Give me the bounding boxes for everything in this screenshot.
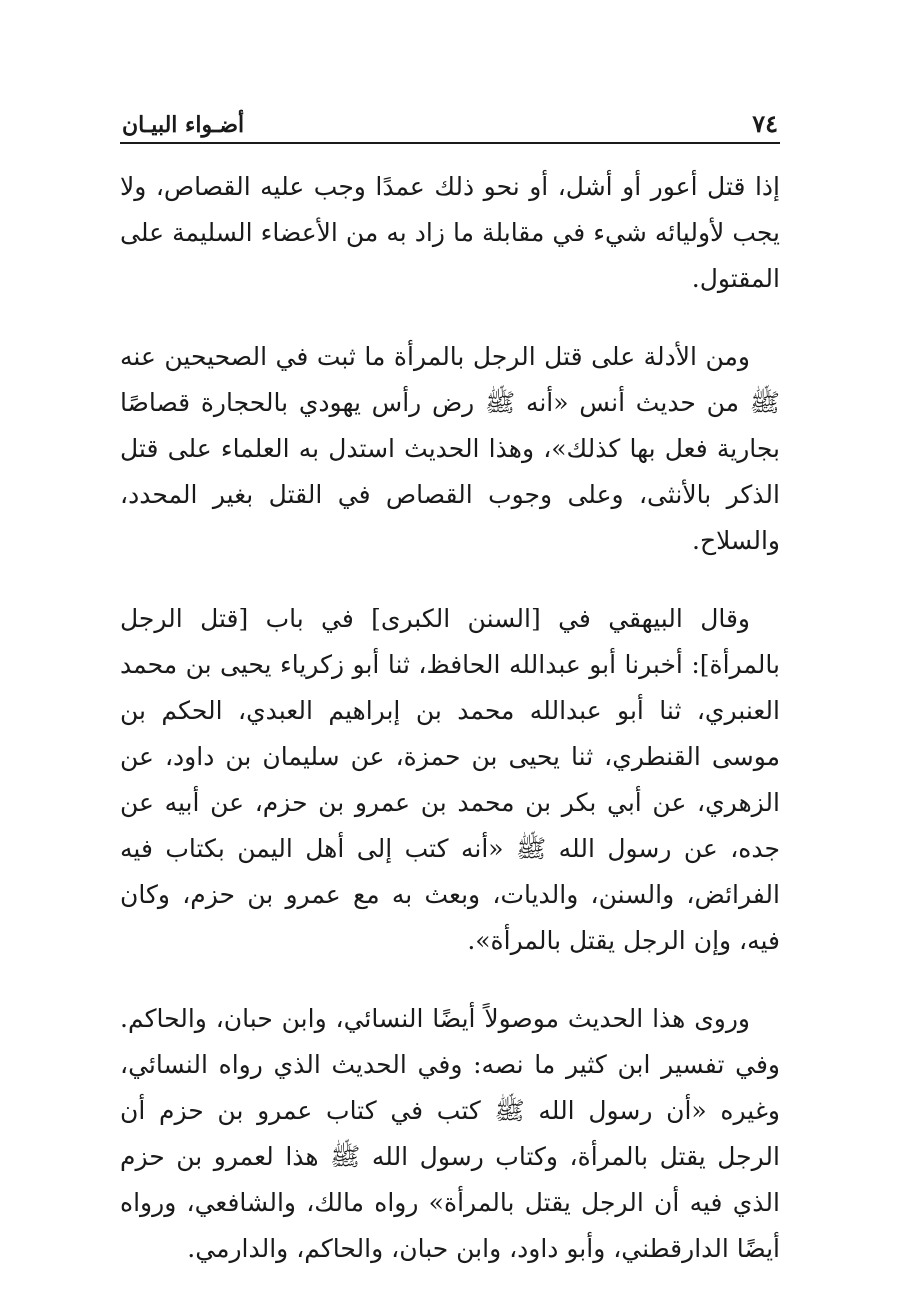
paragraph-2: ومن الأدلة على قتل الرجل بالمرأة ما ثبت في الصحيحين عنه ﷺ من حديث أنس «أنه ﷺ رض رأس يهودي بالحجارة قصاصًا بجارية فعل بها كذلك»، وهذا الحديث استدل به العلماء على قتل الذكر بالأنثى، وعلى وجوب القصاص في القتل بغير المحدد، والسلاح. [120,342,780,555]
page-body [120,164,780,1272]
paragraph-4: وروى هذا الحديث موصولاً أيضًا النسائي، وابن حبان، والحاكم. وفي تفسير ابن كثير ما نصه: وفي الحديث الذي رواه النسائي، وغيره «أن رسول الله ﷺ كتب في كتاب عمرو بن حزم أن الرجل يقتل بالمرأة، وكتاب رسول الله ﷺ هذا لعمرو بن حزم الذي فيه أن الرجل يقتل بالمرأة» رواه مالك، والشافعي، ورواه أيضًا الدارقطني، وأبو داود، وابن حبان، والحاكم، والدارمي. [120,1004,780,1263]
paragraph-3: وقال البيهقي في [السنن الكبرى] في باب [قتل الرجل بالمرأة]: أخبرنا أبو عبدالله الحافظ، ثنا أبو زكرياء يحيى بن محمد العنبري، ثنا أبو عبدالله محمد بن إبراهيم العبدي، الحكم بن موسى القنطري، ثنا يحيى بن حمزة، عن سليمان بن داود، عن الزهري، عن أبي بكر بن محمد بن عمرو بن حزم، عن أبيه عن جده، عن رسول الله ﷺ «أنه كتب إلى أهل اليمن بكتاب فيه الفرائض، والسنن، والديات، وبعث به مع عمرو بن حزم، وكان فيه، وإن الرجل يقتل بالمرأة». [120,604,780,955]
paragraph-1: إذا قتل أعور أو أشل، أو نحو ذلك عمدًا وجب عليه القصاص، ولا يجب لأوليائه شيء في مقابلة ما زاد به من الأعضاء السليمة على المقتول. [120,172,780,293]
book-page [120,100,780,1304]
page-number: ٧٤ [752,109,778,138]
running-header [120,100,780,144]
book-title: أضـواء البيـان [122,112,245,138]
